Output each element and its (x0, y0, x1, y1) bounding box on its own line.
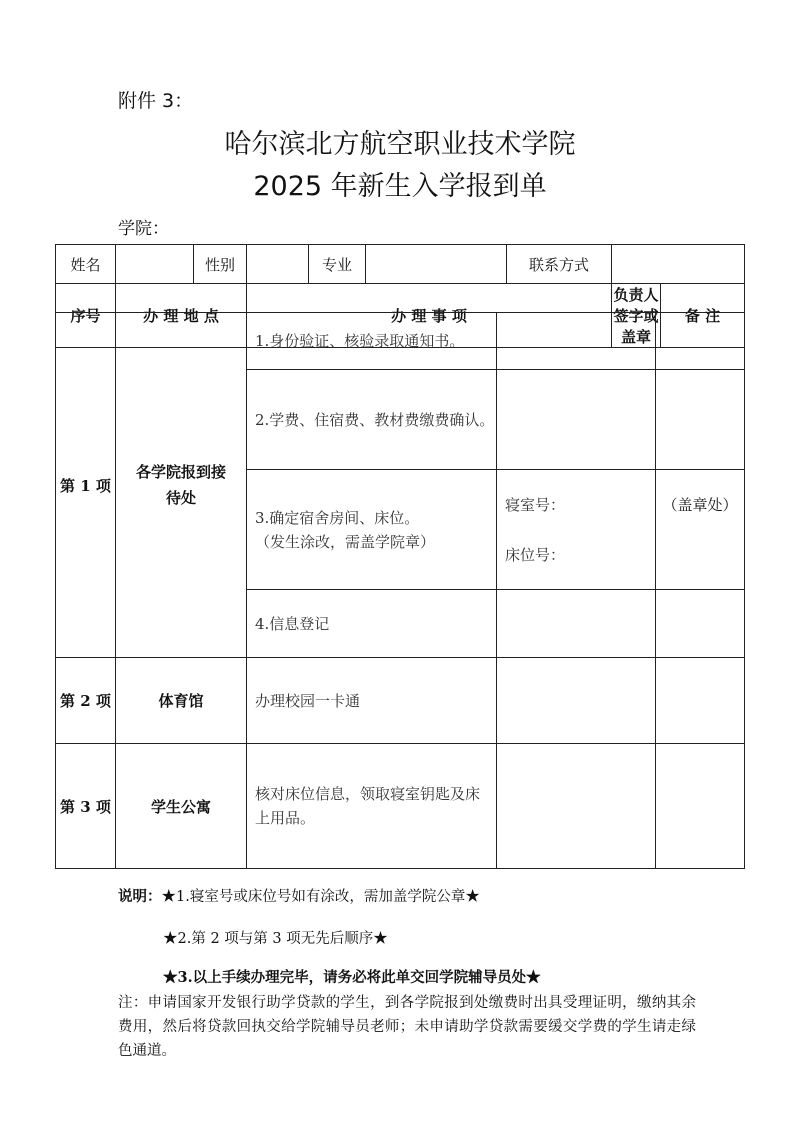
item1-task1: 1.身份验证、核验录取通知书。 (247, 313, 497, 370)
items-table (55, 312, 745, 869)
contact-label: 联系方式 (507, 245, 612, 284)
page-title: 哈尔滨北方航空职业技术学院 (224, 129, 576, 160)
contact-field[interactable] (612, 245, 745, 284)
column-location: 办 理 地 点 (116, 284, 247, 348)
attachment-label: 附件 3： (118, 90, 194, 112)
item1-task4-remark[interactable] (656, 590, 745, 658)
notes-text-1: ★1.寝室号或床位号如有涂改，需加盖学院公章★ (161, 889, 480, 905)
item1-task3 (247, 470, 497, 590)
item1-task2-remark[interactable] (656, 370, 745, 470)
stamp-label: （盖章处） (662, 495, 738, 514)
name-label: 姓名 (56, 245, 116, 284)
college-label: 学院： (118, 219, 169, 239)
item1-task3-signature[interactable] (497, 470, 656, 590)
item1-task3-note: （发生涂改，需盖学院章） (255, 532, 436, 551)
item2-seq: 第 2 项 (56, 658, 116, 744)
bed-number-label: 床位号： (505, 545, 566, 564)
item1-task1-signature[interactable] (497, 313, 656, 370)
page-subtitle: 2025 年新生入学报到单 (253, 171, 547, 202)
item2-location: 体育馆 (116, 658, 247, 744)
item1-task1-row (56, 313, 745, 370)
gender-field[interactable] (247, 245, 309, 284)
major-label: 专业 (309, 245, 366, 284)
stamp-area[interactable] (656, 470, 745, 590)
major-field[interactable] (366, 245, 507, 284)
footnote: 注：申请国家开发银行助学贷款的学生，到各学院报到处缴费时出具受理证明，缴纳其余费用，然后将贷款回执交给学院辅导员老师；未申请助学贷款需要缓交学费的学生请走绿色通道。 (118, 995, 696, 1059)
item2-task: 办理校园一卡通 (247, 658, 497, 744)
item1-task2-signature[interactable] (497, 370, 656, 470)
item3-remark[interactable] (656, 744, 745, 869)
notes-line-1 (118, 885, 480, 906)
column-matter: 办 理 事 项 (247, 284, 612, 348)
item3-signature[interactable] (497, 744, 656, 869)
notes-line-3: ★3.以上手续办理完毕，请务必将此单交回学院辅导员处★ (163, 969, 541, 986)
item3-row (56, 744, 745, 869)
item1-task3-text: 3.确定宿舍房间、床位。 (255, 508, 420, 527)
item2-row (56, 658, 745, 744)
item2-remark[interactable] (656, 658, 745, 744)
item1-task4: 4.信息登记 (247, 590, 497, 658)
notes-line-2: ★2.第 2 项与第 3 项无先后顺序★ (163, 931, 388, 947)
gender-label: 性别 (194, 245, 247, 284)
item1-location: 各学院报到接待处 (116, 313, 247, 658)
dorm-number-label: 寝室号： (505, 495, 566, 514)
notes-prefix: 说明： (118, 888, 162, 905)
item2-signature[interactable] (497, 658, 656, 744)
item3-location: 学生公寓 (116, 744, 247, 869)
item1-task2: 2.学费、住宿费、教材费缴费确认。 (247, 370, 497, 470)
item3-seq: 第 3 项 (56, 744, 116, 869)
item1-seq: 第 1 项 (56, 313, 116, 658)
name-field[interactable] (116, 245, 194, 284)
column-seq: 序号 (56, 284, 116, 348)
info-row (56, 245, 745, 284)
column-signature: 负责人签字或盖章 (612, 284, 661, 348)
item1-task1-remark[interactable] (656, 313, 745, 370)
column-remark: 备 注 (661, 284, 745, 348)
item1-task4-signature[interactable] (497, 590, 656, 658)
item3-task: 核对床位信息，领取寝室钥匙及床上用品。 (247, 744, 497, 869)
